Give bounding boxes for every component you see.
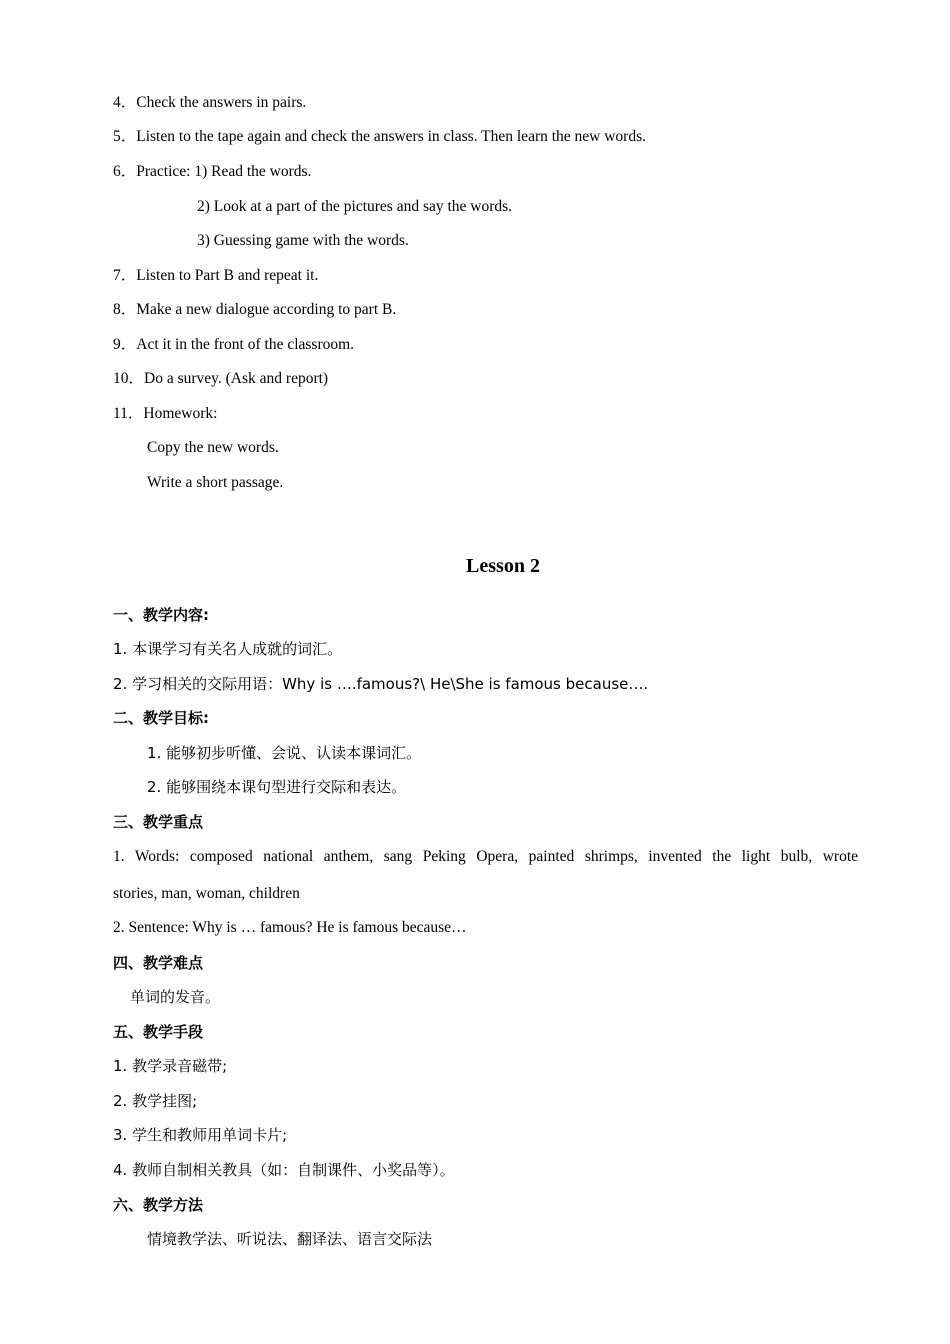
section-1-heading: 一、教学内容:	[113, 606, 209, 624]
step-11: 11．Homework:	[113, 405, 218, 422]
step-8: 8．Make a new dialogue according to part B.	[113, 301, 397, 318]
section-3-item-1-line-1: 1. Words: composed national anthem, sang Peking Opera, painted shrimps, invented the light bulb, wrote	[113, 848, 858, 865]
section-5-item-2: 2. 教学挂图;	[113, 1092, 198, 1110]
section-3-heading: 三、教学重点	[113, 813, 204, 831]
section-5-item-4: 4. 教师自制相关教具（如：自制课件、小奖品等）。	[113, 1161, 455, 1179]
section-4-item-1: 单词的发音。	[130, 988, 221, 1006]
homework-item-1: Copy the new words.	[147, 439, 279, 456]
section-5-item-3: 3. 学生和教师用单词卡片;	[113, 1126, 288, 1144]
section-1-item-1: 1. 本课学习有关名人成就的词汇。	[113, 640, 343, 658]
lesson-title: Lesson 2	[466, 555, 540, 577]
section-6-item-1: 情境教学法、听说法、翻译法、语言交际法	[147, 1230, 433, 1248]
step-5: 5．Listen to the tape again and check the answers in class. Then learn the new words.	[113, 128, 647, 145]
section-3-item-2: 2. Sentence: Why is … famous? He is famous because…	[113, 919, 467, 936]
step-9: 9．Act it in the front of the classroom.	[113, 336, 355, 353]
section-2-item-1: 1. 能够初步听懂、会说、认读本课词汇。	[147, 744, 422, 762]
section-4-heading: 四、教学难点	[113, 954, 204, 972]
step-6-sub-2: 2) Look at a part of the pictures and say the words.	[197, 198, 513, 215]
section-2-item-2: 2. 能够围绕本课句型进行交际和表达。	[147, 778, 407, 796]
section-2-heading: 二、教学目标:	[113, 709, 209, 727]
section-5-item-1: 1. 教学录音磁带;	[113, 1057, 228, 1075]
section-3-item-1-line-2: stories, man, woman, children	[113, 885, 300, 902]
section-5-heading: 五、教学手段	[113, 1023, 204, 1041]
homework-item-2: Write a short passage.	[147, 474, 284, 491]
step-4: 4．Check the answers in pairs.	[113, 94, 307, 111]
section-1-item-2: 2. 学习相关的交际用语：Why is ….famous?\ He\She is famous because….	[113, 675, 649, 693]
step-6: 6．Practice: 1) Read the words.	[113, 163, 312, 180]
section-6-heading: 六、教学方法	[113, 1196, 204, 1214]
step-10: 10．Do a survey. (Ask and report)	[113, 370, 329, 387]
step-7: 7．Listen to Part B and repeat it.	[113, 267, 319, 284]
step-6-sub-3: 3) Guessing game with the words.	[197, 232, 409, 249]
